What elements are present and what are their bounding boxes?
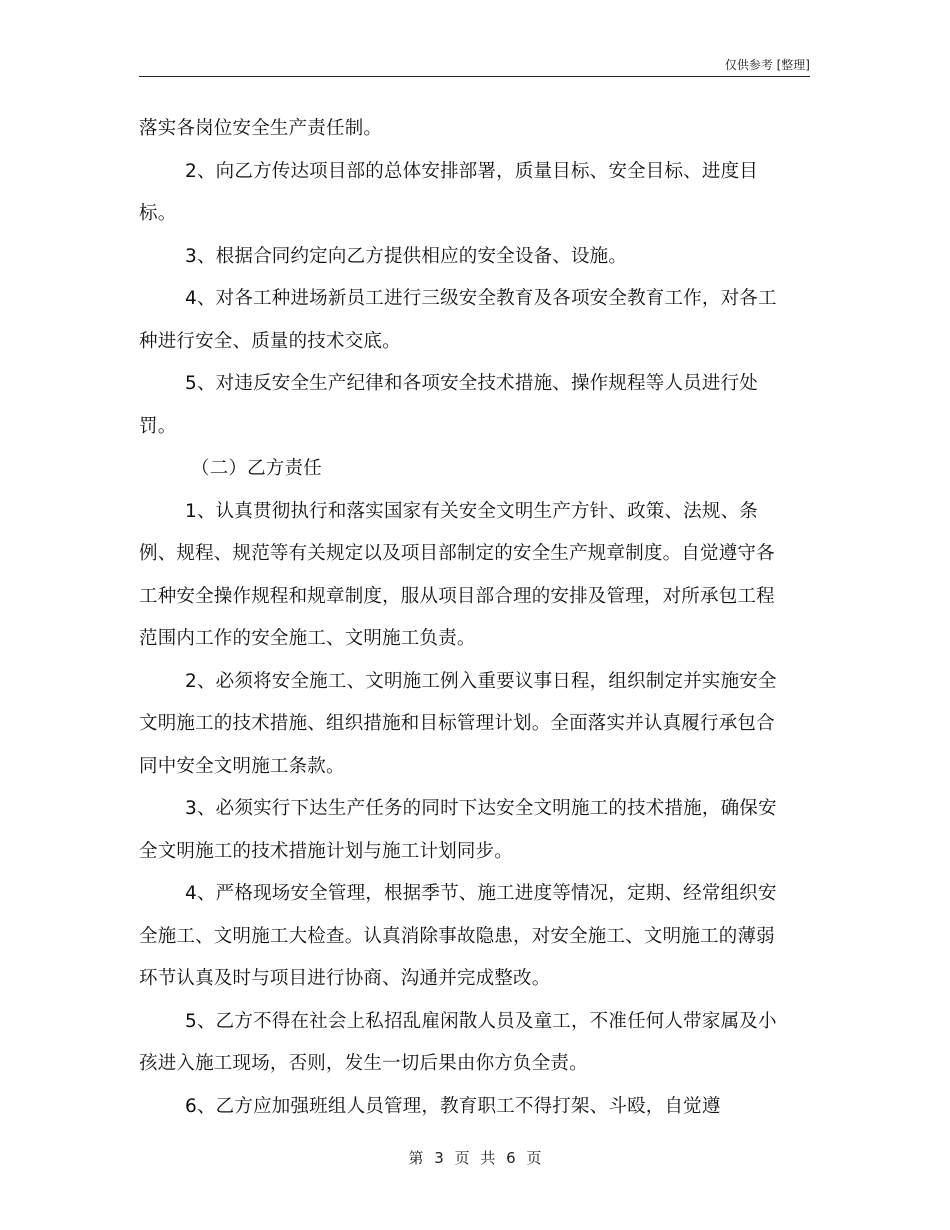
paragraph-party-b-item-4: 4、严格现场安全管理，根据季节、施工进度等情况，定期、经常组织安全施工、文明施工大检查。认真消除事故隐患，对安全施工、文明施工的薄弱环节认真及时与项目进行协商、沟通并完成整改。 <box>139 883 777 989</box>
paragraph-party-a-item-3: 3、根据合同约定向乙方提供相应的安全设备、设施。 <box>185 245 628 267</box>
paragraph-party-a-item-4: 4、对各工种进场新员工进行三级安全教育及各项安全教育工作，对各工种进行安全、质量的技术交底。 <box>139 288 777 352</box>
paragraph-party-b-item-6: 6、乙方应加强班组人员管理，教育职工不得打架、斗殴，自觉遵 <box>185 1095 721 1117</box>
paragraph-party-b-item-5: 5、乙方不得在社会上私招乱雇闲散人员及童工，不准任何人带家属及小孩进入施工现场，否则，发生一切后果由你方负全责。 <box>139 1010 777 1074</box>
paragraph-party-b-item-1: 1、认真贯彻执行和落实国家有关安全文明生产方针、政策、法规、条例、规程、规范等有关规定以及项目部制定的安全生产规章制度。自觉遵守各工种安全操作规程和规章制度，服从项目部合理的安排及管理，对所承包工程范围内工作的安全施工、文明施工负责。 <box>139 500 775 649</box>
paragraph-continuation: 落实各岗位安全生产责任制。 <box>139 118 383 139</box>
document-body <box>139 108 779 1128</box>
paragraph-party-a-item-2: 2、向乙方传达项目部的总体安排部署，质量目标、安全目标、进度目标。 <box>139 160 758 224</box>
header-note: 仅供参考 [整理] <box>724 58 810 72</box>
paragraph-party-b-item-2: 2、必须将安全施工、文明施工例入重要议事日程，组织制定并实施安全文明施工的技术措施、组织措施和目标管理计划。全面落实并认真履行承包合同中安全文明施工条款。 <box>139 670 777 777</box>
section-heading-party-b: （二）乙方责任 <box>191 458 322 479</box>
paragraph-party-b-item-3: 3、必须实行下达生产任务的同时下达安全文明施工的技术措施，确保安全文明施工的技术措施计划与施工计划同步。 <box>139 798 777 862</box>
page-number: 第 3 页 共 6 页 <box>408 1149 542 1167</box>
paragraph-party-a-item-5: 5、对违反安全生产纪律和各项安全技术措施、操作规程等人员进行处罚。 <box>139 373 758 437</box>
header-divider <box>139 76 810 77</box>
